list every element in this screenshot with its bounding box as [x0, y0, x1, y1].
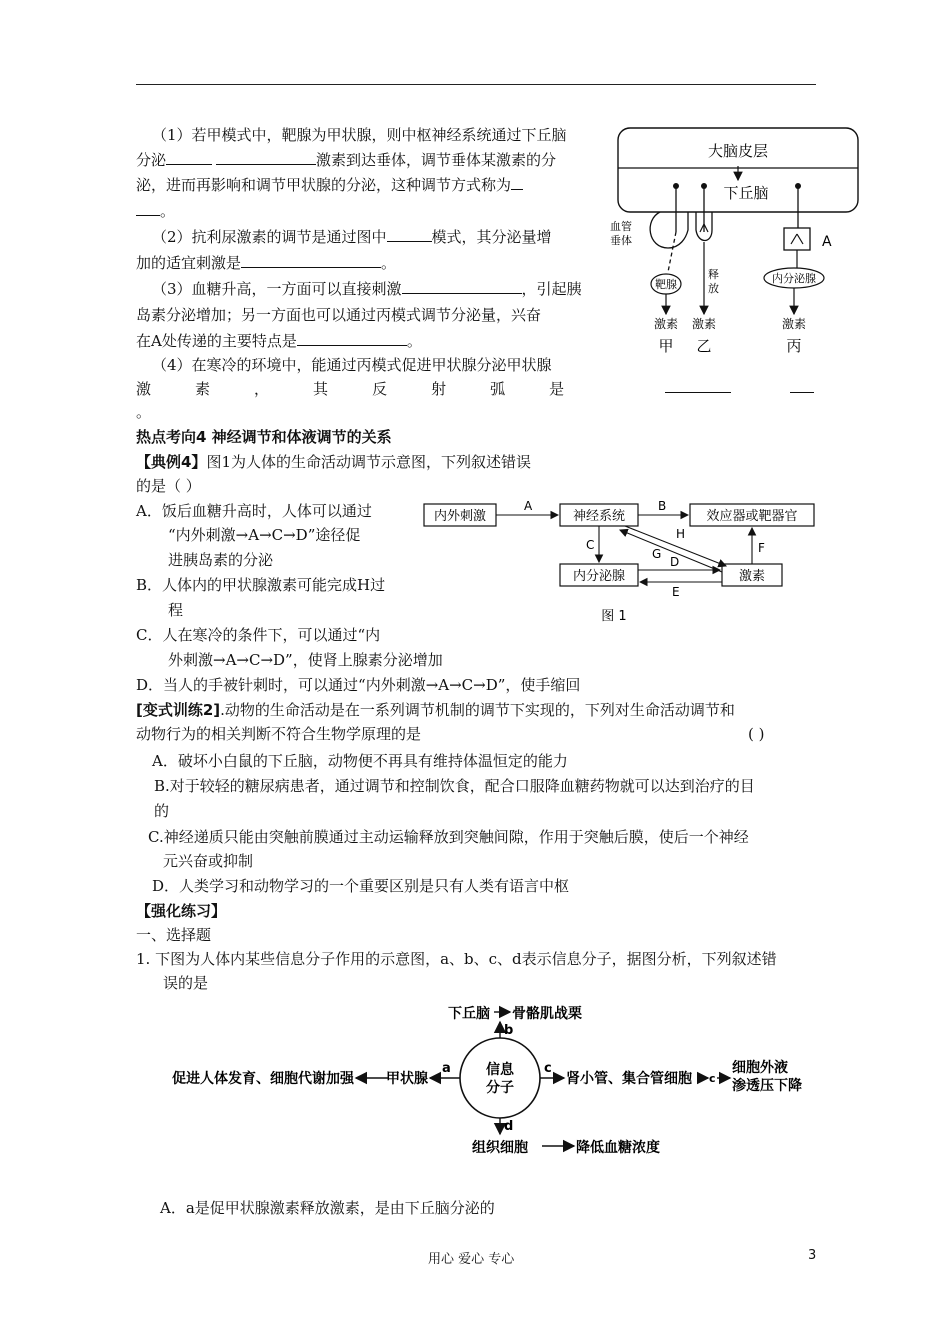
fig2-growth: 促进人体发育、细胞代谢加强: [172, 1071, 354, 1087]
var2-option-b2: 的: [154, 802, 170, 820]
ex4-option-a3: 进胰岛素的分泌: [168, 551, 274, 569]
var2-option-d: D．人类学习和动物学习的一个重要区别是只有人类有语言中枢: [152, 877, 570, 895]
ex4-option-b1: B．人体内的甲状腺激素可能完成H过: [136, 576, 386, 594]
fig1-effector: 效应器或靶器官: [706, 509, 798, 524]
q2-line1: （2）抗利尿激素的调节是通过图中 模式，其分泌量增: [152, 228, 552, 246]
q3-line3: 在A处传递的主要特点是 。: [136, 332, 422, 350]
dashed-path: [668, 232, 676, 272]
hypothalamus-diagram: [608, 120, 868, 360]
var2-line2: 动物行为的相关判断不符合生物学原理的是: [136, 725, 422, 743]
endocrine-label: 内分泌腺: [772, 272, 816, 285]
label-jia: 甲: [658, 337, 674, 355]
figure-2: [160, 1000, 820, 1160]
release-label-2: 放: [708, 282, 719, 295]
fig2-ecf-2: 渗透压下降: [732, 1078, 802, 1094]
q3-line1: （3）血糖升高，一方面可以直接刺激 ，引起胰: [152, 280, 582, 298]
q4-blank1: [665, 378, 731, 393]
hypothalamus-label: 下丘脑: [723, 184, 769, 202]
fig2-label-c2: c: [709, 1072, 716, 1085]
cortex-label: 大脑皮层: [707, 142, 769, 160]
var2-option-c2: 元兴奋或抑制: [163, 852, 254, 870]
fig2-thyroid: 甲状腺: [386, 1071, 428, 1087]
var2-option-c1: C.神经递质只能由突触前膜通过主动运输释放到突触间隙，作用于突触后膜，使后一个神经: [148, 828, 749, 846]
figure-1: [420, 494, 820, 634]
fig1-label-g: G: [652, 547, 662, 561]
fig2-ecf-1: 细胞外液: [732, 1060, 788, 1076]
fig1-label-e: E: [672, 585, 680, 599]
release-label-1: 释: [708, 268, 719, 281]
ex4-option-b2: 程: [168, 601, 184, 619]
q1-line2: 分泌 激素到达垂体，调节垂体某激素的分: [136, 151, 557, 169]
footer-center: 用心 爱心 专心: [428, 1252, 515, 1267]
q4-line2: 激 素 ， 其 反 射 弧 是: [136, 380, 565, 398]
q4-line3: 。: [136, 403, 152, 421]
label-a: A: [822, 234, 832, 250]
fig1-nervous: 神经系统: [572, 509, 626, 524]
practice-q1-line1: 1. 下图为人体内某些信息分子作用的示意图，a、b、c、d表示信息分子，据图分析，下列叙述错: [136, 950, 777, 968]
label-bing: 丙: [786, 337, 802, 355]
q1-line4: 。: [136, 200, 175, 222]
q4-blank2: [790, 378, 814, 393]
fig1-label-f: F: [758, 541, 765, 555]
fig2-label-b: b: [504, 1023, 514, 1038]
header-rule: [136, 84, 816, 85]
vessel-label: 血管: [610, 220, 632, 233]
q2-line2: 加的适宜刺激是 。: [136, 254, 397, 272]
fig2-label-d: d: [504, 1119, 514, 1134]
signal-circle: [460, 1038, 540, 1118]
practice-q1-line2: 误的是: [163, 974, 209, 992]
fig2-hypothalamus: 下丘脑: [448, 1006, 490, 1022]
practice-option-a: A．a是促甲状腺激素释放激素，是由下丘脑分泌的: [160, 1199, 495, 1217]
ex4-option-c1: C．人在寒冷的条件下，可以通过“内: [136, 626, 381, 644]
page-number: 3: [808, 1248, 817, 1263]
pituitary-label: 垂体: [610, 234, 632, 247]
fig2-label-a: a: [442, 1061, 451, 1076]
ex4-line2: 的是（ ）: [136, 477, 201, 495]
synapse-box: [784, 228, 810, 250]
fig1-label-d: D: [670, 555, 680, 569]
ex4-option-a2: “内外刺激→A→C→D”途径促: [168, 526, 361, 544]
hormone-yi: 激素: [691, 317, 717, 331]
fig1-endocrine: 内分泌腺: [572, 569, 626, 584]
center-label-1: 信息: [486, 1062, 514, 1078]
fig1-label-c: C: [586, 538, 595, 552]
ex4-option-d: D．当人的手被针刺时，可以通过“内外刺激→A→C→D”，使手缩回: [136, 676, 581, 694]
var2-paren: ( ): [748, 725, 765, 743]
fig1-label-h: H: [676, 527, 686, 541]
hormone-bing: 激素: [781, 317, 807, 331]
q1-line3: 泌，进而再影响和调节甲状腺的分泌，这种调节方式称为: [136, 174, 523, 196]
q4-line1: （4）在寒冷的环境中，能通过丙模式促进甲状腺分泌甲状腺: [152, 356, 552, 374]
hormone-jia: 激素: [653, 317, 679, 331]
q3-line2: 岛素分泌增加；另一方面也可以通过丙模式调节分泌量，兴奋: [136, 306, 542, 324]
fig2-shiver: 骨骼肌战栗: [512, 1006, 582, 1022]
center-label-2: 分子: [486, 1080, 514, 1096]
ex4-title: 【典例4】图1为人体的生命活动调节示意图，下列叙述错误: [136, 453, 531, 471]
fig2-glucose: 降低血糖浓度: [576, 1140, 660, 1156]
fig1-stimulus: 内外刺激: [433, 509, 487, 524]
q1-line1: （1）若甲模式中，靶腺为甲状腺，则中枢神经系统通过下丘脑: [152, 126, 567, 144]
fig1-label-a: A: [524, 499, 533, 513]
fig1-caption: 图 1: [601, 609, 627, 624]
fig1-label-b: B: [658, 499, 667, 513]
ex4-option-a1: A．饭后血糖升高时，人体可以通过: [136, 502, 372, 520]
practice-section: 一、选择题: [136, 926, 212, 944]
label-yi: 乙: [696, 337, 712, 355]
pituitary-shape: [650, 212, 688, 248]
hotspot-title: 热点考向4 神经调节和体液调节的关系: [136, 428, 392, 446]
fig1-hormone: 激素: [738, 569, 766, 584]
fig2-kidney: 肾小管、集合管细胞: [566, 1071, 692, 1087]
fig2-label-c: c: [544, 1061, 552, 1076]
var2-title: [变式训练2].动物的生命活动是在一系列调节机制的调节下实现的，下列对生命活动调节和: [136, 701, 735, 719]
practice-title: 【强化练习】: [136, 902, 227, 920]
ex4-option-c2: 外刺激→A→C→D”，使肾上腺素分泌增加: [168, 651, 443, 669]
var2-option-b1: B.对于较轻的糖尿病患者，通过调节和控制饮食，配合口服降血糖药物就可以达到治疗的目: [154, 777, 755, 795]
var2-option-a: A．破坏小白鼠的下丘脑，动物便不再具有维持体温恒定的能力: [152, 752, 568, 770]
fig2-tissue: 组织细胞: [472, 1140, 528, 1156]
target-gland-label: 靶腺: [655, 278, 677, 291]
